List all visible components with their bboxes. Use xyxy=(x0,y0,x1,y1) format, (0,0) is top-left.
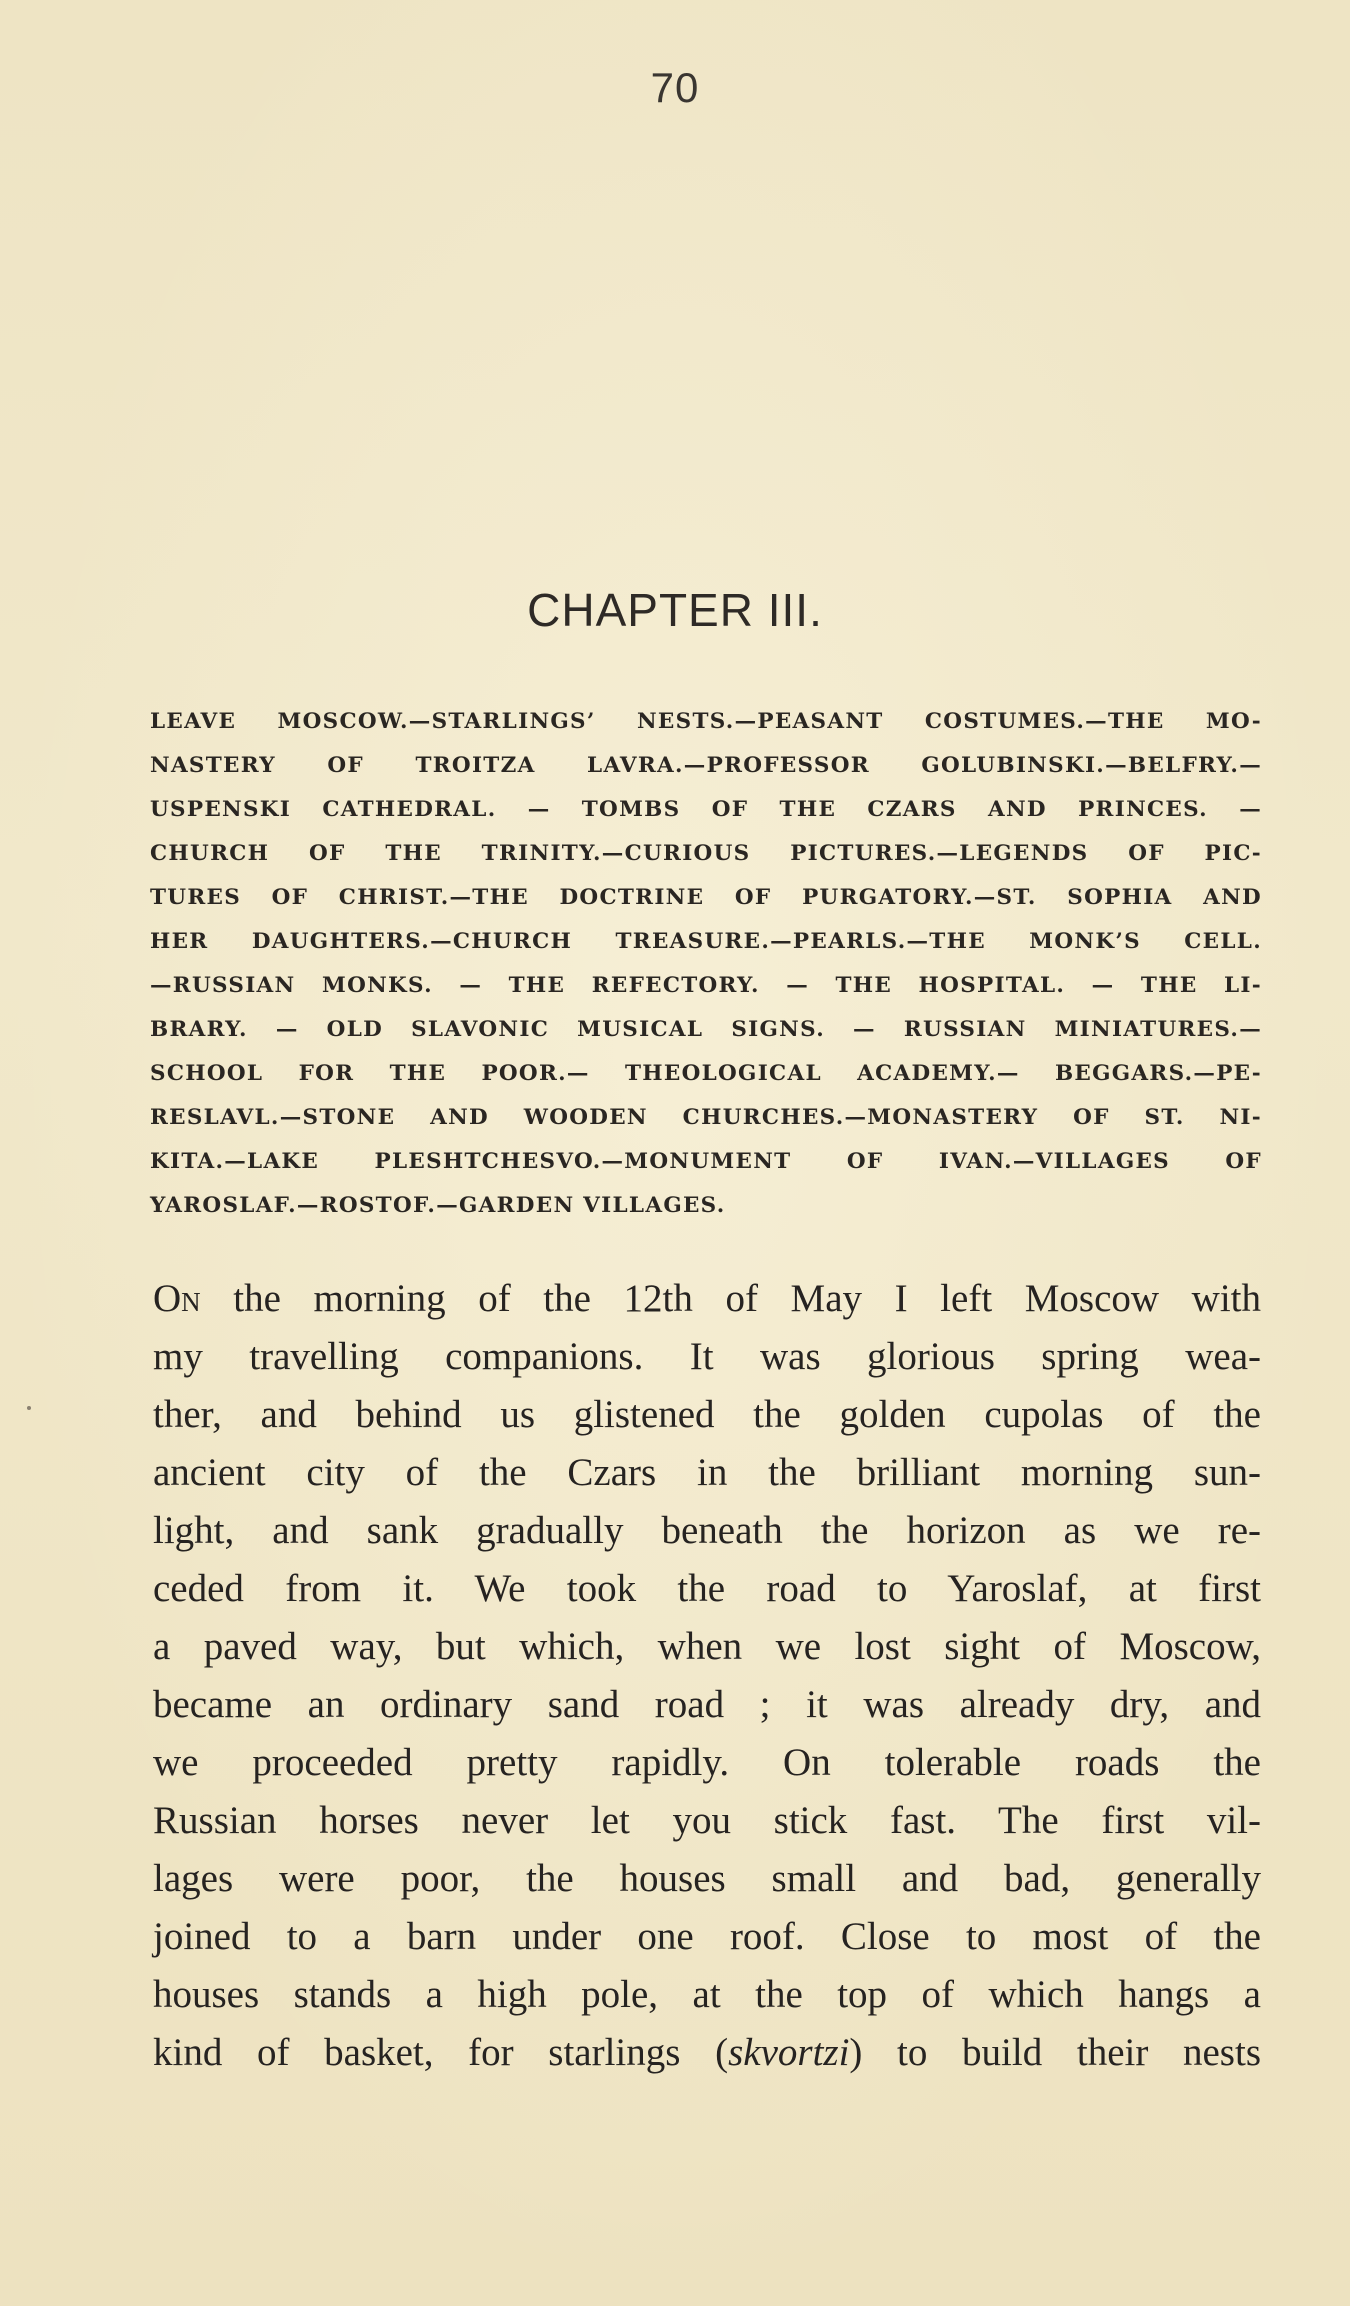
chapter-title: CHAPTER III. xyxy=(527,584,823,636)
summary-line: —RUSSIAN MONKS. — THE REFECTORY. — THE HOSPITAL. — THE LI- xyxy=(150,973,1262,998)
ink-speck xyxy=(27,1406,31,1410)
body-line: ther, and behind us glistened the golden cupolas of the xyxy=(153,1393,1261,1436)
summary-line: SCHOOL FOR THE POOR.— THEOLOGICAL ACADEMY.— BEGGARS.—PE- xyxy=(150,1061,1262,1086)
summary-line: CHURCH OF THE TRINITY.—CURIOUS PICTURES.—LEGENDS OF PIC- xyxy=(150,841,1262,866)
body-line-text: ) to build their nests xyxy=(849,2031,1261,2074)
body-line: houses stands a high pole, at the top of which hangs a xyxy=(153,1973,1261,2016)
summary-line: RESLAVL.—STONE AND WOODEN CHURCHES.—MONASTERY OF ST. NI- xyxy=(150,1105,1262,1130)
page-number: 70 xyxy=(650,64,700,111)
body-line: joined to a barn under one roof. Close to most of the xyxy=(153,1915,1261,1958)
body-line: we proceeded pretty rapidly. On tolerable roads the xyxy=(153,1741,1261,1784)
body-line xyxy=(153,1270,1261,1328)
body-line-text: the morning of the 12th of May I left Moscow with xyxy=(200,1277,1261,1320)
body-line: my travelling companions. It was glorious spring wea- xyxy=(153,1335,1261,1378)
body-line: ceded from it. We took the road to Yaroslaf, at first xyxy=(153,1567,1261,1610)
opening-word: On xyxy=(153,1277,201,1320)
italic-term: skvortzi xyxy=(728,2031,850,2074)
summary-line: HER DAUGHTERS.—CHURCH TREASURE.—PEARLS.—THE MONK’S CELL. xyxy=(150,929,1262,954)
summary-line: LEAVE MOSCOW.—STARLINGS’ NESTS.—PEASANT COSTUMES.—THE MO- xyxy=(150,709,1262,734)
body-line xyxy=(153,2024,1261,2082)
summary-line: NASTERY OF TROITZA LAVRA.—PROFESSOR GOLUBINSKI.—BELFRY.— xyxy=(150,753,1262,778)
body-line: a paved way, but which, when we lost sight of Moscow, xyxy=(153,1625,1261,1668)
chapter-summary xyxy=(150,700,1262,1228)
summary-line: USPENSKI CATHEDRAL. — TOMBS OF THE CZARS AND PRINCES. — xyxy=(150,797,1262,822)
body-line: ancient city of the Czars in the brilliant morning sun- xyxy=(153,1451,1261,1494)
body-line: became an ordinary sand road ; it was already dry, and xyxy=(153,1683,1261,1726)
body-line: lages were poor, the houses small and bad, generally xyxy=(153,1857,1261,1900)
body-paragraph xyxy=(153,1270,1261,2082)
body-line: light, and sank gradually beneath the horizon as we re- xyxy=(153,1509,1261,1552)
summary-line: TURES OF CHRIST.—THE DOCTRINE OF PURGATORY.—ST. SOPHIA AND xyxy=(150,885,1262,910)
summary-line: KITA.—LAKE PLESHTCHESVO.—MONUMENT OF IVAN.—VILLAGES OF xyxy=(150,1149,1262,1174)
body-line-text: kind of basket, for starlings ( xyxy=(153,2031,729,2074)
summary-line: YAROSLAF.—ROSTOF.—GARDEN VILLAGES. xyxy=(150,1193,726,1218)
summary-line: BRARY. — OLD SLAVONIC MUSICAL SIGNS. — RUSSIAN MINIATURES.— xyxy=(150,1017,1262,1042)
body-line: Russian horses never let you stick fast. The first vil- xyxy=(153,1799,1261,1842)
